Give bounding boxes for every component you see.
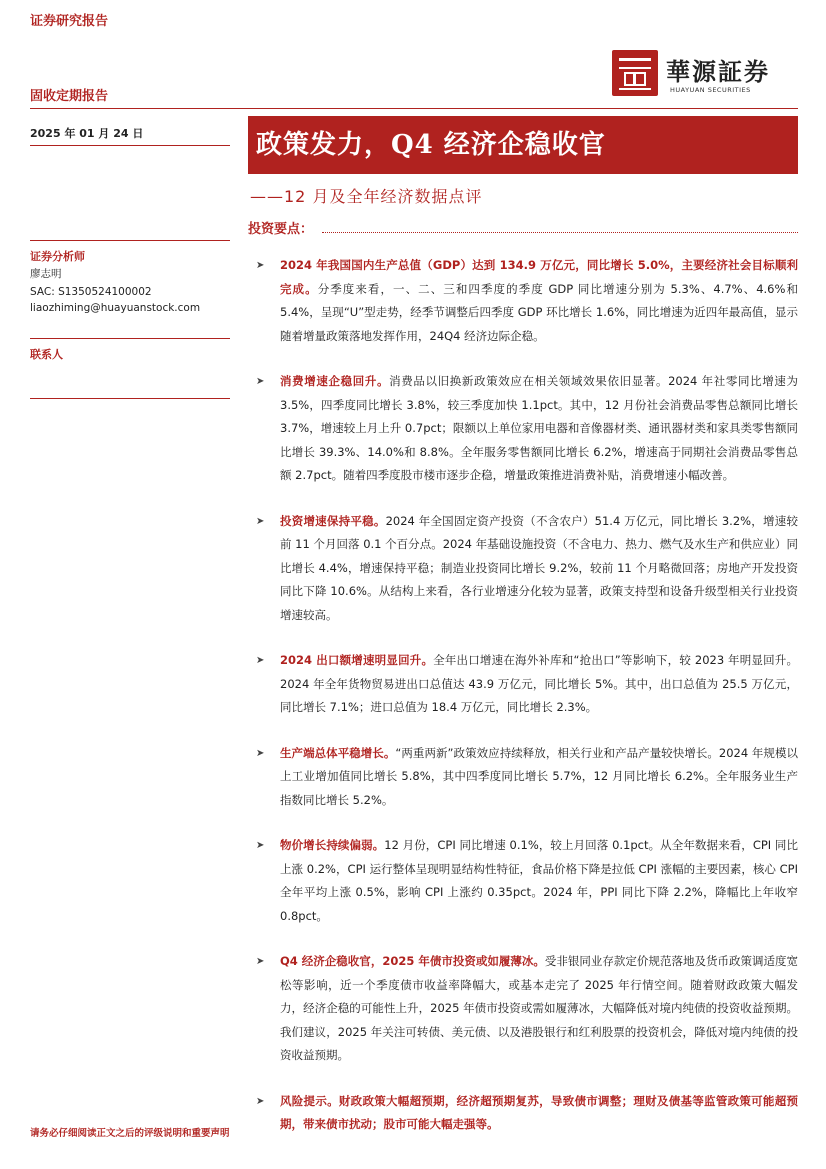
key-point-lead: 物价增长持续偏弱。 xyxy=(280,838,385,852)
logo-name-en: HUAYUAN SECURITIES xyxy=(670,86,751,94)
key-point xyxy=(256,510,798,628)
logo-name: 華源証券 xyxy=(666,57,770,86)
key-point-body: 2024 年全国固定资产投资（不含农户）51.4 万亿元，同比增长 3.2%，增速较前 11 个月回落 0.1 个百分点。2024 年基础设施投资（不含电力、热力、燃气及水生产和供应业）同比增长 4.4%，增速保持平稳；制造业投资同比增长 9.2%，较前 11 个月略微回落；房地产开发投资同比下降 10.6%。从结构上来看，各行业增速分化较为显著，政策支持型和设备升级型相关行业投资增速较高。 xyxy=(280,513,798,622)
key-point-lead: 消费增速企稳回升。 xyxy=(280,374,390,388)
bullet-arrow-icon: ➤ xyxy=(256,376,265,387)
key-point xyxy=(256,370,798,488)
bullet-arrow-icon: ➤ xyxy=(256,260,265,271)
report-date: 2025 年 01 月 24 日 xyxy=(30,127,144,140)
analyst-sac: SAC: S1350524100002 xyxy=(30,286,152,298)
analyst-name: 廖志明 xyxy=(30,268,62,280)
report-kicker: 证券研究报告 xyxy=(30,14,109,29)
disclaimer-footer: 请务必仔细阅读正文之后的评级说明和重要声明 xyxy=(30,1128,230,1139)
bullet-arrow-icon: ➤ xyxy=(256,956,265,967)
bullet-arrow-icon: ➤ xyxy=(256,515,265,527)
key-point xyxy=(256,950,798,1068)
logo-mark-icon xyxy=(612,50,658,96)
bullet-arrow-icon: ➤ xyxy=(256,840,265,851)
key-point-lead: Q4 经济企稳收官，2025 年债市投资或如履薄冰。 xyxy=(280,954,545,968)
key-point-body: 消费品以旧换新政策效应在相关领域效果依旧显著。2024 年社零同比增速为 3.5%，四季度同比增长 3.8%，较三季度加快 1.1pct。其中，12 月份社会消费品零售总额同比增长 3.7%，增速较上月上升 0.7pct；限额以上单位家用电器和音像器材类、通讯器材类和家具类零售额同比增长 39.3%、14.0%和 8.8%。全年服务零售额同比增长 6.2%，增速高于同期社会消费品零售总额 2.7pct。随着四季度股市楼市逐步企稳，增量政策推进消费补贴，消费增速小幅改善。 xyxy=(280,374,799,482)
key-point-lead: 2024 年我国国内生产总值（GDP）达到 134.9 万亿元，同比增长 5.0%，主要经济社会目标顺利完成。 xyxy=(280,258,798,296)
bullet-arrow-icon: ➤ xyxy=(256,747,265,759)
key-point-lead: 2024 出口额增速明显回升。 xyxy=(280,653,434,667)
key-point xyxy=(256,834,798,928)
risk-warning xyxy=(256,1090,798,1137)
report-type: 固收定期报告 xyxy=(30,89,109,104)
section-divider xyxy=(322,232,798,233)
report-title: 政策发力，Q4 经济企稳收官 xyxy=(248,116,798,174)
key-points-list xyxy=(256,254,798,1137)
contact-label: 联系人 xyxy=(30,348,63,361)
header-divider xyxy=(30,108,798,109)
key-point-body: 全年出口增速在海外补库和“抢出口”等影响下，较 2023 年明显回升。2024 年全年货物贸易进出口总值达 43.9 万亿元，同比增长 5%。其中，出口总值为 25.5 万亿元，同比增长 7.1%；进口总值为 18.4 万亿元，同比增长 2.3%。 xyxy=(280,653,798,714)
key-point xyxy=(256,254,798,348)
risk-warning-text: 风险提示。财政政策大幅超预期，经济超预期复苏，导致债市调整；理财及债基等监管政策可能超预期，带来债市扰动；股市可能大幅走强等。 xyxy=(280,1093,798,1131)
contact-bottom-divider xyxy=(30,398,230,399)
key-point-lead: 生产端总体平稳增长。 xyxy=(280,745,396,760)
analyst-email[interactable]: liaozhiming@huayuanstock.com xyxy=(30,302,201,314)
brand-logo xyxy=(612,50,792,100)
contact-divider xyxy=(30,338,230,339)
report-subtitle: ——12 月及全年经济数据点评 xyxy=(250,187,483,206)
section-heading: 投资要点： xyxy=(248,222,314,237)
key-point-body: 受非银同业存款定价规范落地及货币政策调适度宽松等影响，近一个季度债市收益率降幅大，或基本走完了 2025 年行情空间。随着财政政策大幅发力，经济企稳的可能性上升，2025 年债市投资或需如履薄冰，大幅降低对境内纯债的投资收益预期。我们建议，2025 年关注可转债、美元债、以及港股银行和红利股票的投资机会，降低对境内纯债的投资收益预期。 xyxy=(280,954,798,1062)
key-point-body: 分季度来看，一、二、三和四季度的季度 GDP 同比增速分别为 5.3%、4.7%、4.6%和 5.4%，呈现“U”型走势，经季节调整后四季度 GDP 环比增长 1.6%，同比增速为近四年最高值，显示随着增量政策落地发挥作用，24Q4 经济边际企稳。 xyxy=(280,281,798,343)
key-point xyxy=(256,742,798,813)
analyst-label: 证券分析师 xyxy=(30,250,85,263)
key-point-lead: 投资增速保持平稳。 xyxy=(280,513,386,528)
key-point-body: 12 月份，CPI 同比增速 0.1%，较上月回落 0.1pct。从全年数据来看，CPI 同比上涨 0.2%，CPI 运行整体呈现明显结构性特征，食品价格下降是拉低 CPI 涨幅的主要因素，核心 CPI 全年平均上涨 0.5%，影响 CPI 上涨约 0.35pct。2024 年，PPI 同比下降 2.2%，降幅比上年收窄 0.8pct。 xyxy=(280,838,798,923)
key-point-body: “两重两新”政策效应持续释放，相关行业和产品产量较快增长。2024 年规模以上工业增加值同比增长 5.8%，其中四季度同比增长 5.7%，12 月同比增长 6.2%。全年服务业生产指数同比增长 5.2%。 xyxy=(280,745,798,807)
bullet-arrow-icon: ➤ xyxy=(256,1095,265,1107)
bullet-arrow-icon: ➤ xyxy=(256,655,265,666)
left-column-divider xyxy=(30,145,230,146)
analyst-divider xyxy=(30,240,230,241)
key-point xyxy=(256,649,798,720)
